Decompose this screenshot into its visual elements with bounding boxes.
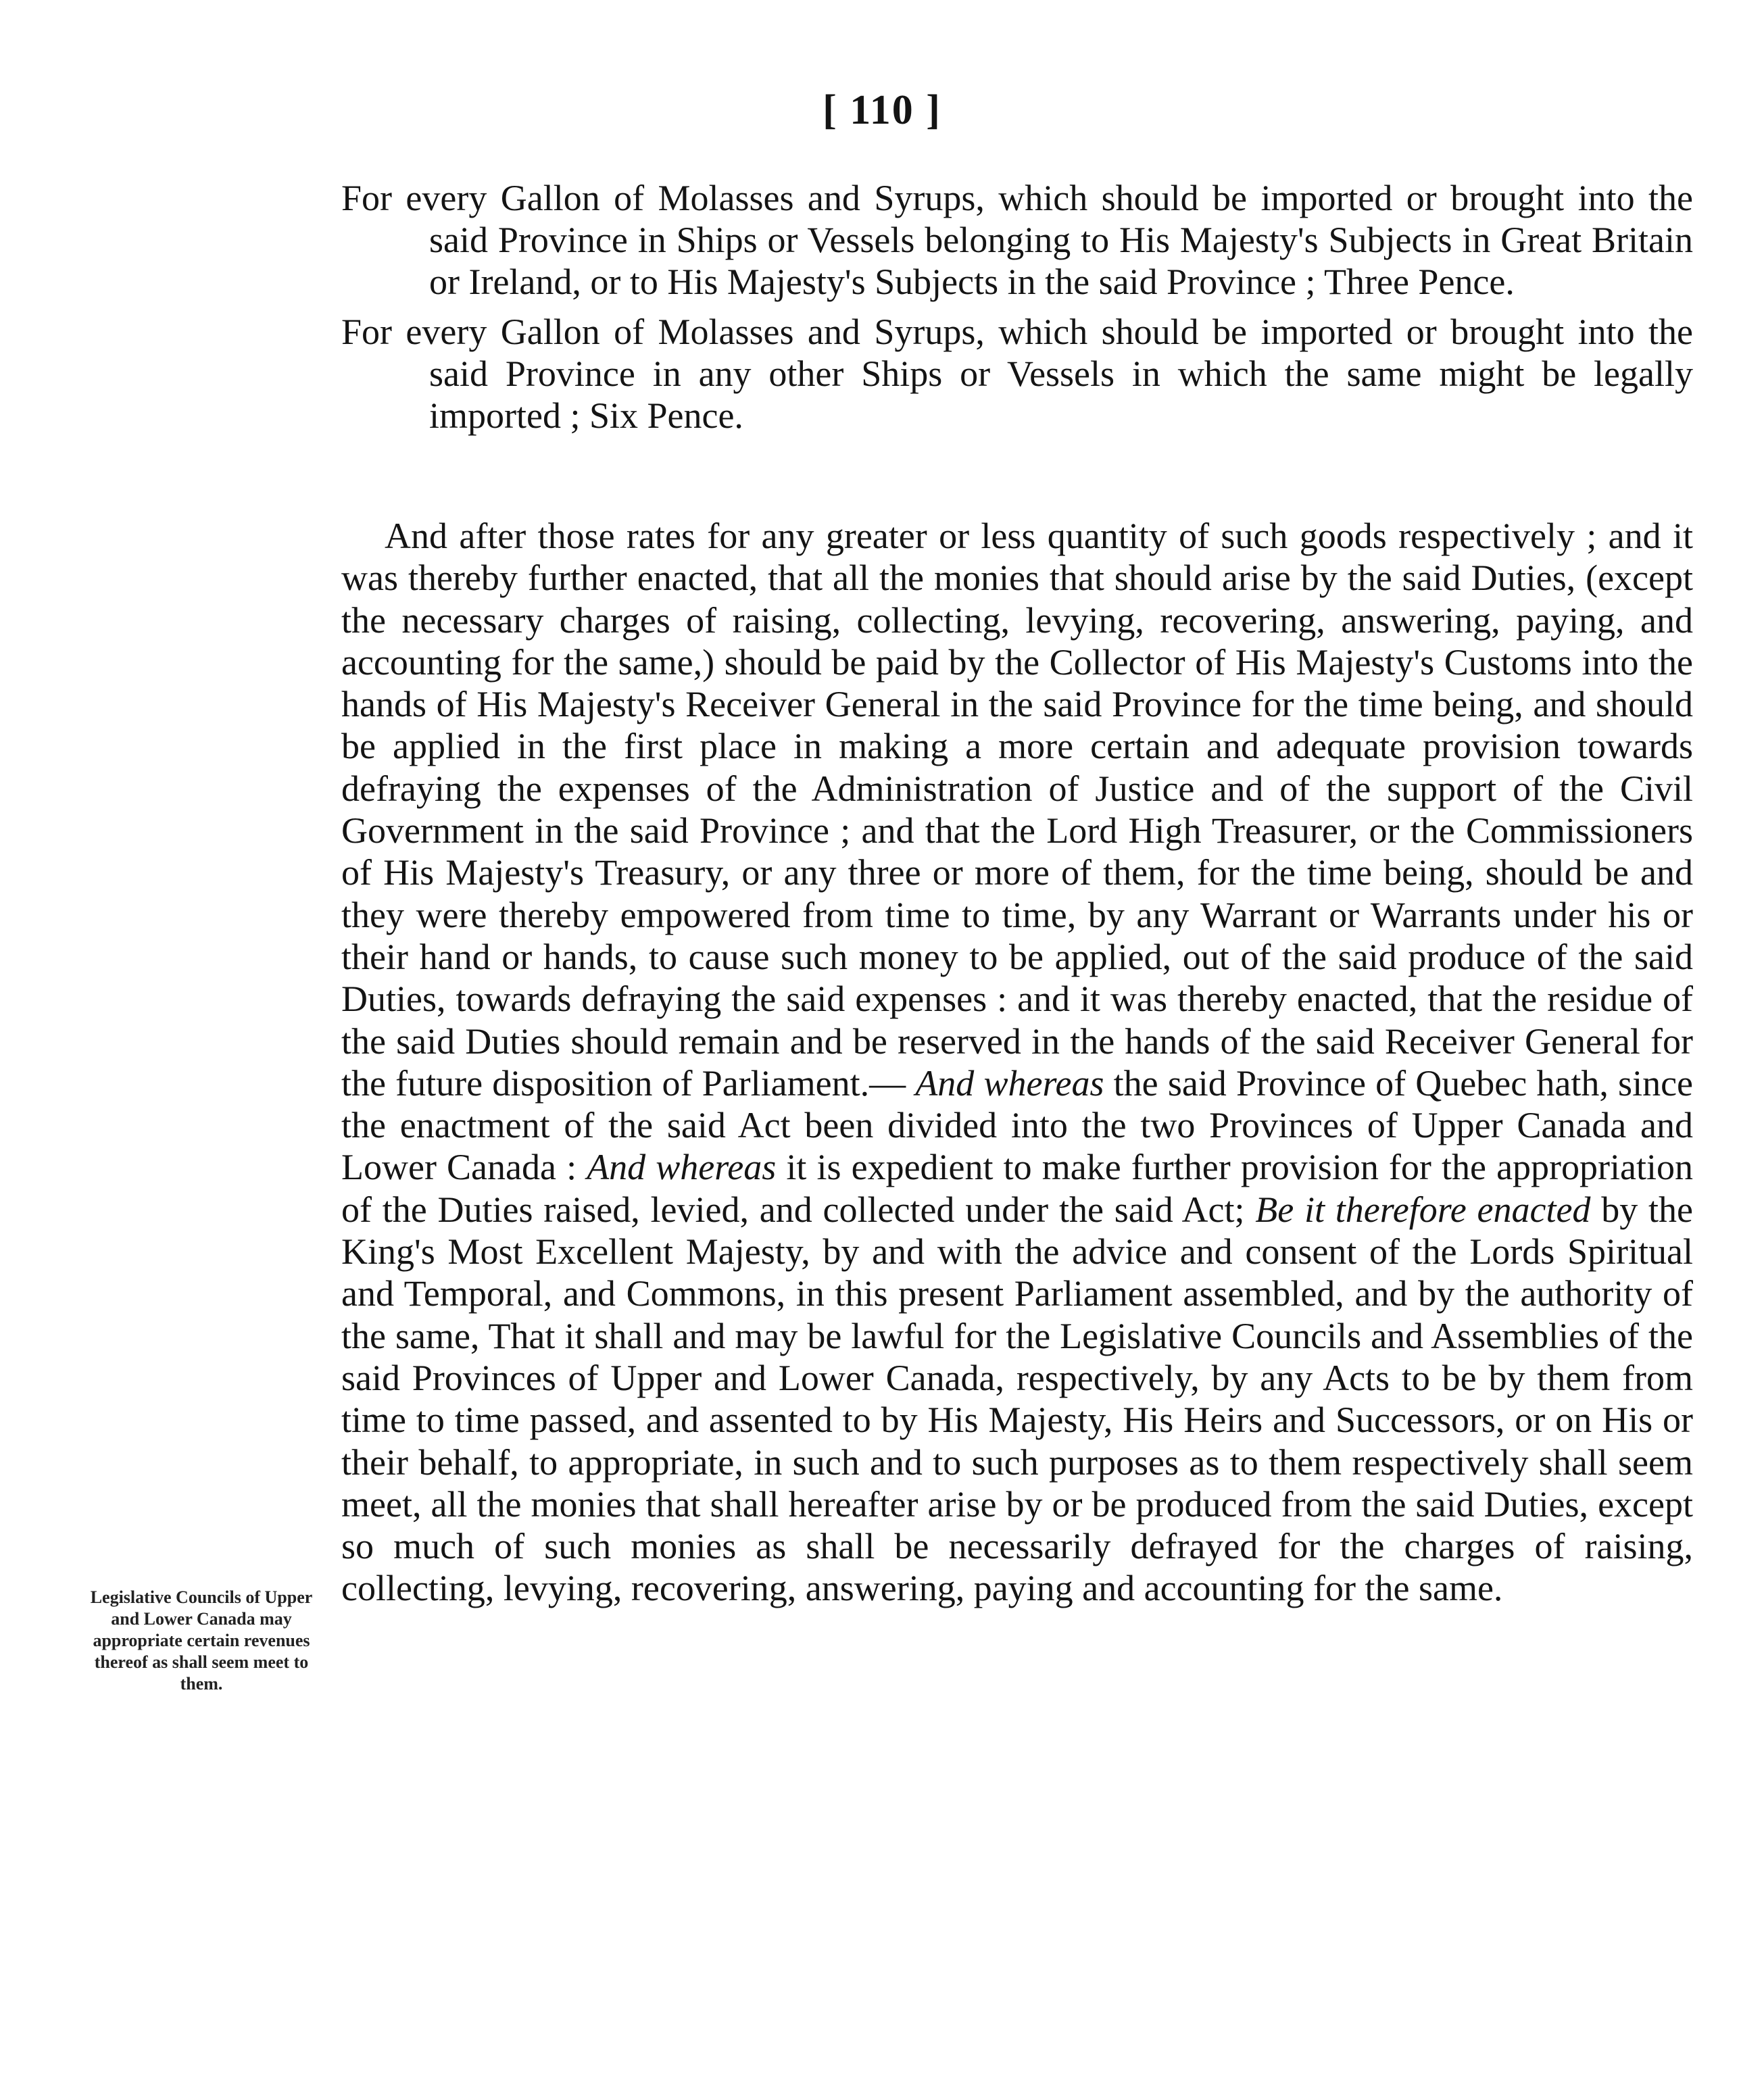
text-segment: And after those rates for any greater or less quantity of such goods respectively ; and it was thereby further enacted, that all the monies that should arise by the said Duties, (except the necessary charges of raising, collecting, levying, recovering, answering, paying, and accounting for the same,) should be paid by the Collector of His Majesty's Customs into the hands of His Majesty's Receiver General in the said Province for the time being, and should be applied in the first place in making a more certain and adequate provision towards defraying the expenses of the Administration of Justice and of the support of the Civil Government in the said Province ; and that the Lord High Treasurer, or the Commissioners of His Majesty's Treasury, or any three or more of them, for the time being, should be and they were thereby empowered from time to time, by any Warrant or Warrants under his or their hand or hands, to cause such money to be applied, out of the said produce of the said Duties, towards defraying the said expenses : and it was thereby enacted, that the residue of the said Duties should remain and be reserved in the hands of the said Receiver General for the future disposition of Parliament.— <box>341 516 1693 1104</box>
italic-phrase: Be it therefore enacted <box>1255 1189 1591 1230</box>
rate-item-six-pence: For every Gallon of Molasses and Syrups, which should be imported or brought into the said Province in any other Ships or Vessels in which the same might be legally imported ; Six Pence. <box>341 312 1693 436</box>
text-segment: it is expedient to make further provision for the appropriation of the Duties raised, levied, and collected under the said Act; <box>341 1147 1693 1230</box>
marginal-note: Legislative Councils of Upper and Lower Canada may appropriate certain revenues thereof as shall seem meet to them. <box>90 1587 313 1694</box>
italic-phrase: And whereas <box>587 1147 777 1188</box>
page-number: [ 110 ] <box>823 87 941 133</box>
text-segment: the said Province of Quebec hath, since the enactment of the said Act been divided into the two Provinces of Upper Canada and Lower Canada : <box>341 1062 1694 1188</box>
enactment-paragraph <box>341 515 1693 1610</box>
italic-phrase: And whereas <box>915 1062 1104 1104</box>
rate-item-three-pence: For every Gallon of Molasses and Syrups, which should be imported or brought into the said Province in Ships or Vessels belonging to His Majesty's Subjects in Great Britain or Ireland, or to His Majesty's Subjects in the said Province ; Three Pence. <box>341 178 1693 302</box>
main-text <box>341 515 1693 1610</box>
text-segment: by the King's Most Excellent Majesty, by and with the advice and consent of the Lords Spiritual and Temporal, and Commons, in this present Parliament assembled, and by the authority of the same, That it shall and may be lawful for the Legislative Councils and Assemblies of the said Provinces of Upper and Lower Canada, respectively, by any Acts to be by them from time to time passed, and assented to by His Majesty, His Heirs and Successors, or on His or their behalf, to appropriate, in such and to such purposes as to them respectively shall seem meet, all the monies that shall hereafter arise by or be produced from the said Duties, except so much of such monies as shall be necessarily defrayed for the charges of raising, collecting, levying, recovering, answering, paying and accounting for the same. <box>341 1189 1693 1609</box>
duty-rates-list <box>341 177 1693 445</box>
